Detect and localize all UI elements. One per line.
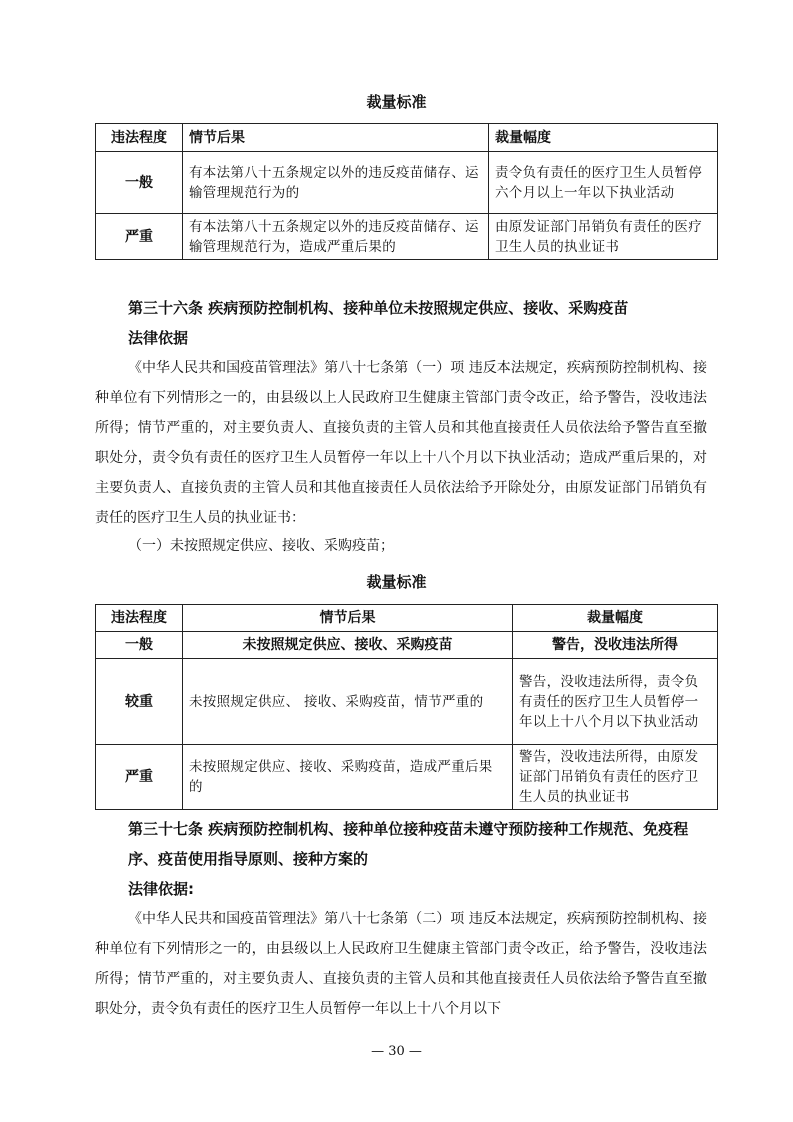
article37-title: 第三十七条 疾病预防控制机构、接种单位接种疫苗未遵守预防接种工作规范、免疫程序、疫苗使用指导原则、接种方案的 [128, 820, 689, 868]
table2 [95, 604, 718, 810]
table1-header-row [96, 124, 718, 152]
table-row [96, 214, 718, 260]
table2-header-level: 违法程度 [96, 605, 183, 632]
table1-header-level: 违法程度 [96, 124, 183, 152]
table2-row2-level: 较重 [96, 659, 183, 745]
table2-general-penalty: 警告，没收违法所得 [513, 632, 718, 659]
table2-row3-level: 严重 [96, 745, 183, 810]
table-row [96, 152, 718, 214]
table2-general-circumstance: 未按照规定供应、接收、采购疫苗 [183, 632, 513, 659]
table1-caption: 裁量标准 [366, 93, 427, 111]
table2-header-circumstance: 情节后果 [183, 605, 513, 632]
table2-caption: 裁量标准 [366, 573, 427, 591]
table2-row3-penalty: 警告，没收违法所得，由原发证部门吊销负有责任的医疗卫生人员的执业证书 [513, 745, 718, 810]
table1-header-circumstance: 情节后果 [183, 124, 489, 152]
table2-row2-penalty: 警告，没收违法所得，责令负有责任的医疗卫生人员暂停一年以上十八个月以下执业活动 [513, 659, 718, 745]
table2-general-level: 一般 [96, 632, 183, 659]
table1-header-penalty: 裁量幅度 [489, 124, 718, 152]
table1 [95, 123, 718, 260]
table2-row3-circumstance: 未按照规定供应、接收、采购疫苗，造成严重后果的 [183, 745, 513, 810]
article37-paragraph: 《中华人民共和国疫苗管理法》第八十七条第（二）项 违反本法规定，疾病预防控制机构、接种单位有下列情形之一的，由县级以上人民政府卫生健康主管部门责令改正，给予警告，没收违法所得；情节严重的，对主要负责人、直接负责的主管人员和其他直接责任人员依法给予警告直至撤职处分，责令负有责任的医疗卫生人员暂停一年以上十八个月以下 [95, 911, 707, 1017]
table2-row2-circumstance: 未按照规定供应、 接收、采购疫苗，情节严重的 [183, 659, 513, 745]
table2-header-penalty: 裁量幅度 [513, 605, 718, 632]
table-row [96, 632, 718, 659]
page-number: — 30 — [371, 1044, 422, 1059]
table2-header-row [96, 605, 718, 632]
table-row [96, 659, 718, 745]
table-row [96, 745, 718, 810]
table1-row2-level: 严重 [96, 214, 183, 260]
table1-row1-circumstance: 有本法第八十五条规定以外的违反疫苗储存、运输管理规范行为的 [183, 152, 489, 214]
table1-row2-circumstance: 有本法第八十五条规定以外的违反疫苗储存、运输管理规范行为，造成严重后果的 [183, 214, 489, 260]
article36-basis-label: 法律依据 [128, 329, 189, 347]
table1-row1-level: 一般 [96, 152, 183, 214]
table1-row2-penalty: 由原发证部门吊销负有责任的医疗卫生人员的执业证书 [489, 214, 718, 260]
article36-paragraph: 《中华人民共和国疫苗管理法》第八十七条第（一）项 违反本法规定，疾病预防控制机构、接种单位有下列情形之一的，由县级以上人民政府卫生健康主管部门责令改正，给予警告，没收违法所得；情节严重的，对主要负责人、直接负责的主管人员和其他直接责任人员依法给予警告直至撤职处分，责令负有责任的医疗卫生人员暂停一年以上十八个月以下执业活动；造成严重后果的，对主要负责人、直接负责的主管人员和其他直接责任人员依法给予开除处分，由原发证部门吊销负有责任的医疗卫生人员的执业证书： [95, 360, 707, 526]
article36-title: 第三十六条 疾病预防控制机构、接种单位未按照规定供应、接收、采购疫苗 [128, 299, 629, 317]
article37-basis-label: 法律依据: [128, 880, 194, 898]
article36-item: （一）未按照规定供应、接收、采购疫苗； [128, 538, 394, 554]
table1-row1-penalty: 责令负有责任的医疗卫生人员暂停六个月以上一年以下执业活动 [489, 152, 718, 214]
